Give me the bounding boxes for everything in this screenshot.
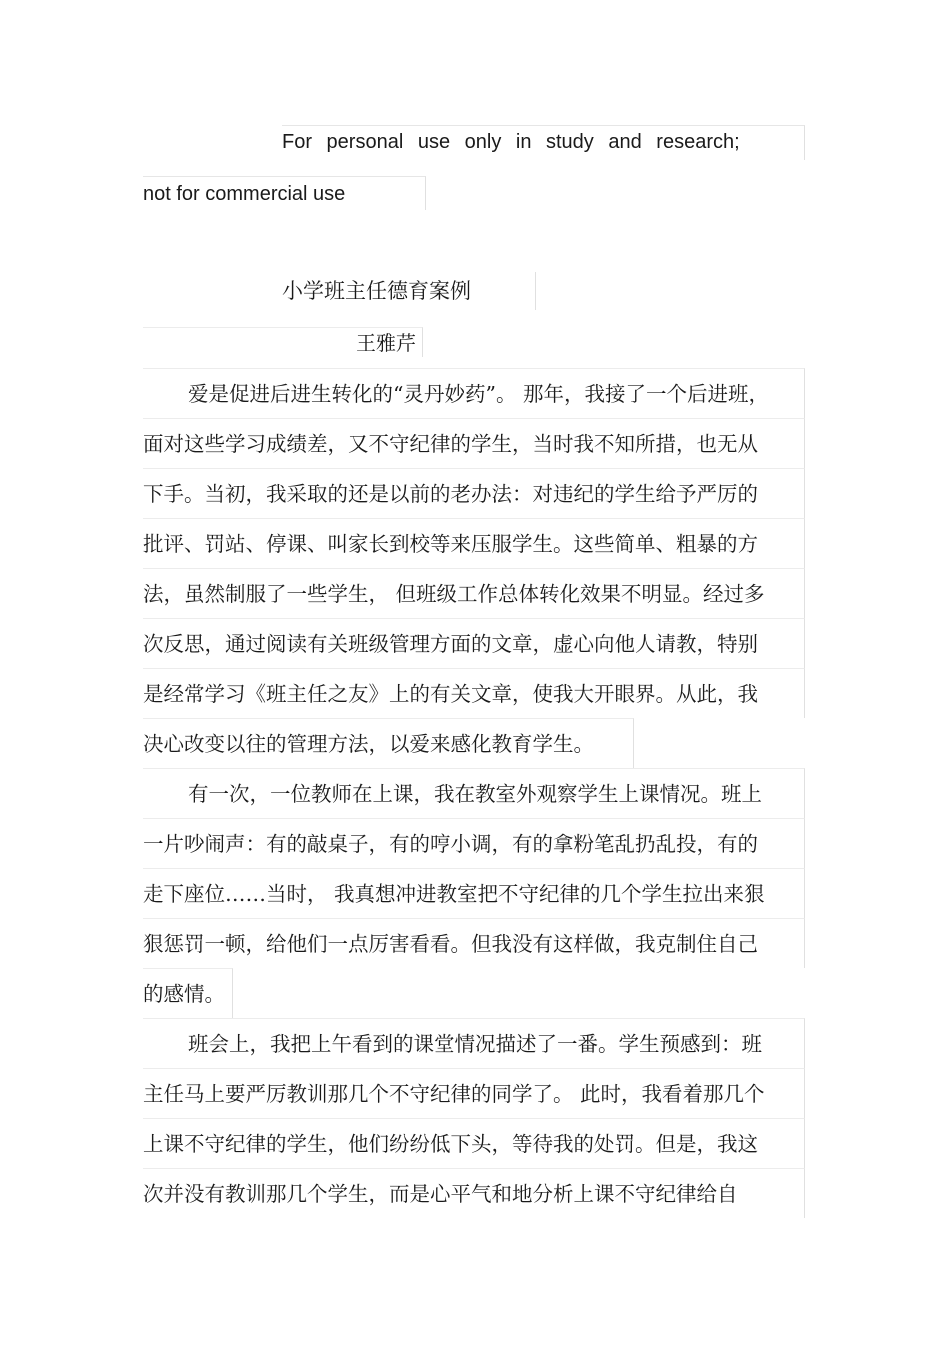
body-line: 爱是促进后进生转化的“灵丹妙药”。 那年，我接了一个后进班， <box>143 368 805 418</box>
body-line: 班会上，我把上午看到的课堂情况描述了一番。学生预感到：班 <box>143 1018 805 1068</box>
body-line: 下手。当初，我采取的还是以前的老办法：对违纪的学生给予严厉的 <box>143 468 805 518</box>
body-line: 主任马上要严厉教训那几个不守纪律的同学了。 此时，我看着那几个 <box>143 1068 805 1118</box>
body-line: 决心改变以往的管理方法，以爱来感化教育学生。 <box>143 718 634 768</box>
body-line: 一片吵闹声：有的敲桌子，有的哼小调，有的拿粉笔乱扔乱投，有的 <box>143 818 805 868</box>
body-line: 有一次，一位教师在上课，我在教室外观察学生上课情况。班上 <box>143 768 805 818</box>
disclaimer-line-2: not for commercial use <box>143 176 426 210</box>
article-author: 王雅芹 <box>143 327 423 357</box>
body-line: 次并没有教训那几个学生，而是心平气和地分析上课不守纪律给自 <box>143 1168 805 1218</box>
body-line: 狠惩罚一顿，给他们一点厉害看看。但我没有这样做，我克制住自己 <box>143 918 805 968</box>
body-line: 批评、罚站、停课、叫家长到校等来压服学生。这些简单、粗暴的方 <box>143 518 805 568</box>
body-line: 次反思，通过阅读有关班级管理方面的文章，虚心向他人请教，特别 <box>143 618 805 668</box>
disclaimer-line-1: For personal use only in study and research; <box>282 125 805 160</box>
body-line: 的感情。 <box>143 968 233 1018</box>
body-line: 走下座位……当时， 我真想冲进教室把不守纪律的几个学生拉出来狠 <box>143 868 805 918</box>
body-line: 上课不守纪律的学生，他们纷纷低下头，等待我的处罚。但是，我这 <box>143 1118 805 1168</box>
body-line: 面对这些学习成绩差，又不守纪律的学生，当时我不知所措，也无从 <box>143 418 805 468</box>
body-line: 法，虽然制服了一些学生， 但班级工作总体转化效果不明显。经过多 <box>143 568 805 618</box>
body-line: 是经常学习《班主任之友》上的有关文章，使我大开眼界。从此，我 <box>143 668 805 718</box>
article-title: 小学班主任德育案例 <box>282 272 536 310</box>
